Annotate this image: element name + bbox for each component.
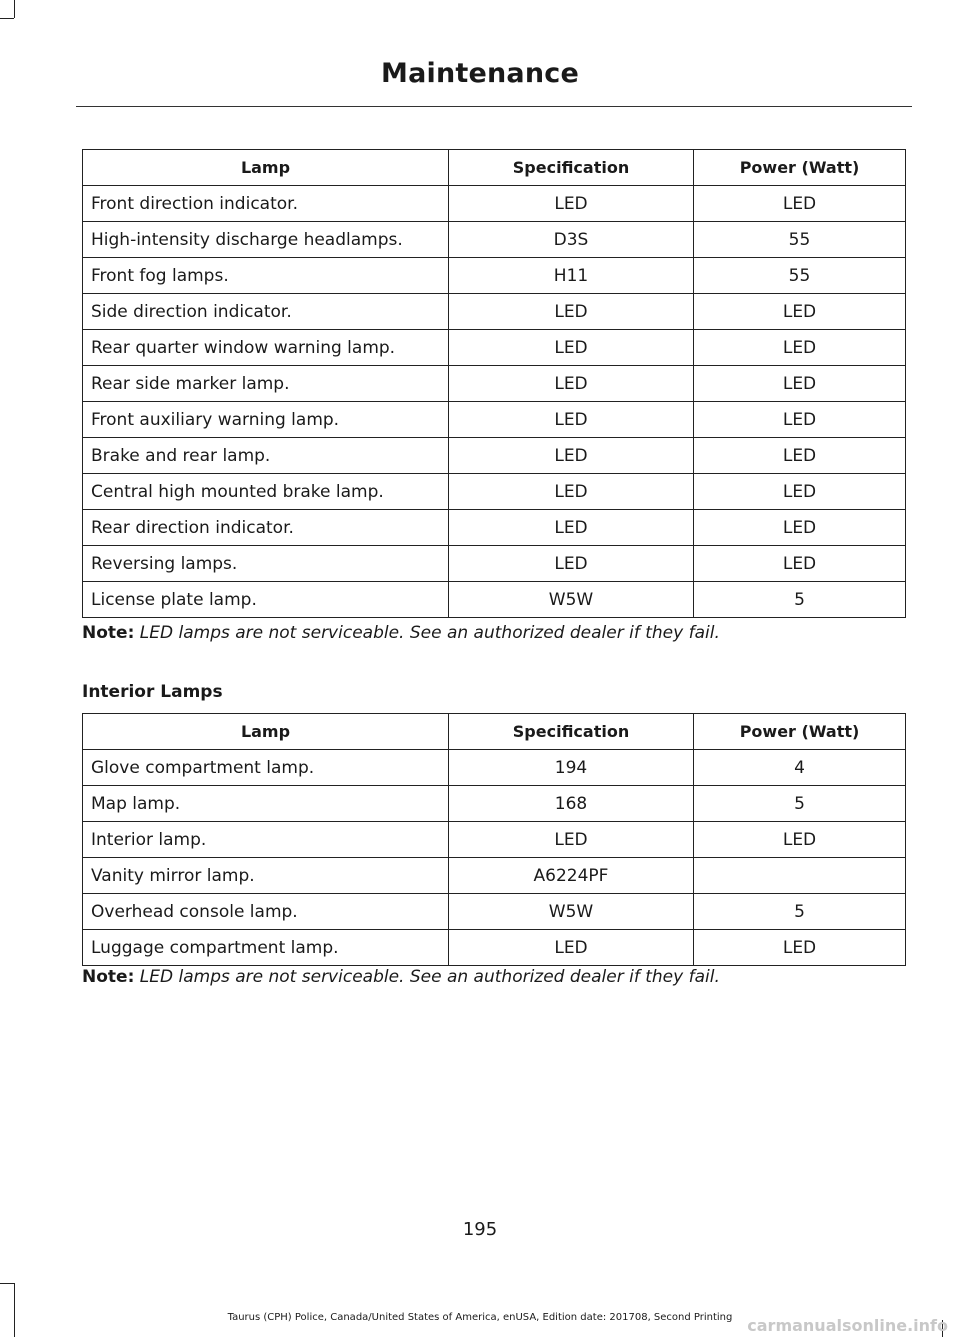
lamp-cell: Reversing lamps. — [83, 546, 449, 582]
table-row — [83, 366, 906, 402]
power-cell: LED — [694, 186, 906, 222]
crop-mark-bottom-left — [14, 1283, 15, 1337]
lamp-cell: Rear direction indicator. — [83, 510, 449, 546]
table-row — [83, 858, 906, 894]
specification-cell: LED — [449, 294, 694, 330]
lamp-cell: Side direction indicator. — [83, 294, 449, 330]
power-cell: LED — [694, 438, 906, 474]
page-number: 195 — [462, 1219, 498, 1240]
table-row — [83, 930, 906, 966]
power-cell: 5 — [694, 582, 906, 618]
table-row — [83, 510, 906, 546]
power-cell: LED — [694, 474, 906, 510]
specification-cell: 168 — [449, 786, 694, 822]
column-header-lamp: Lamp — [83, 150, 449, 186]
specification-cell: W5W — [449, 894, 694, 930]
exterior-lamps-table — [82, 149, 906, 618]
table-row — [83, 222, 906, 258]
page-footer: Taurus (CPH) Police, Canada/United States of America, enUSA, Edition date: 201708, Second Printing — [227, 1312, 733, 1323]
table-row — [83, 438, 906, 474]
power-cell — [694, 858, 906, 894]
lamp-cell: Glove compartment lamp. — [83, 750, 449, 786]
section-heading-interior: Interior Lamps — [82, 682, 223, 702]
crop-mark-top-left-h — [0, 18, 14, 19]
specification-cell: A6224PF — [449, 858, 694, 894]
table-row — [83, 474, 906, 510]
table-header-row — [83, 150, 906, 186]
table-row — [83, 294, 906, 330]
power-cell: LED — [694, 822, 906, 858]
lamp-cell: License plate lamp. — [83, 582, 449, 618]
table-row — [83, 546, 906, 582]
column-header-power: Power (Watt) — [694, 714, 906, 750]
specification-cell: LED — [449, 402, 694, 438]
power-cell: 4 — [694, 750, 906, 786]
specification-cell: LED — [449, 474, 694, 510]
lamp-cell: Front fog lamps. — [83, 258, 449, 294]
note-text: LED lamps are not serviceable. See an authorized dealer if they fail. — [139, 623, 720, 643]
specification-cell: LED — [449, 186, 694, 222]
table-header-row — [83, 714, 906, 750]
lamp-cell: Overhead console lamp. — [83, 894, 449, 930]
power-cell: 55 — [694, 258, 906, 294]
power-cell: 5 — [694, 894, 906, 930]
interior-note — [82, 967, 720, 987]
table-row — [83, 330, 906, 366]
power-cell: LED — [694, 294, 906, 330]
column-header-specification: Specification — [449, 150, 694, 186]
specification-cell: LED — [449, 822, 694, 858]
specification-cell: H11 — [449, 258, 694, 294]
lamp-cell: Rear side marker lamp. — [83, 366, 449, 402]
table-row — [83, 786, 906, 822]
note-text: LED lamps are not serviceable. See an authorized dealer if they fail. — [139, 967, 720, 987]
table-row — [83, 186, 906, 222]
lamp-cell: Front auxiliary warning lamp. — [83, 402, 449, 438]
specification-cell: LED — [449, 330, 694, 366]
power-cell: LED — [694, 510, 906, 546]
power-cell: LED — [694, 330, 906, 366]
specification-cell: LED — [449, 510, 694, 546]
crop-mark-bottom-left-h — [0, 1283, 14, 1284]
power-cell: LED — [694, 402, 906, 438]
lamp-cell: Central high mounted brake lamp. — [83, 474, 449, 510]
specification-cell: W5W — [449, 582, 694, 618]
table-row — [83, 402, 906, 438]
column-header-lamp: Lamp — [83, 714, 449, 750]
table-row — [83, 750, 906, 786]
lamp-cell: Vanity mirror lamp. — [83, 858, 449, 894]
table-row — [83, 582, 906, 618]
specification-cell: LED — [449, 366, 694, 402]
specification-cell: 194 — [449, 750, 694, 786]
table-row — [83, 822, 906, 858]
lamp-cell: Front direction indicator. — [83, 186, 449, 222]
column-header-power: Power (Watt) — [694, 150, 906, 186]
power-cell: LED — [694, 930, 906, 966]
power-cell: 5 — [694, 786, 906, 822]
specification-cell: D3S — [449, 222, 694, 258]
power-cell: 55 — [694, 222, 906, 258]
specification-cell: LED — [449, 438, 694, 474]
exterior-note — [82, 623, 720, 643]
lamp-cell: Map lamp. — [83, 786, 449, 822]
interior-lamps-table — [82, 713, 906, 966]
power-cell: LED — [694, 366, 906, 402]
title-divider — [76, 106, 912, 107]
lamp-cell: Luggage compartment lamp. — [83, 930, 449, 966]
crop-mark-top-left — [14, 0, 15, 18]
lamp-cell: High-intensity discharge headlamps. — [83, 222, 449, 258]
lamp-cell: Interior lamp. — [83, 822, 449, 858]
lamp-cell: Rear quarter window warning lamp. — [83, 330, 449, 366]
specification-cell: LED — [449, 546, 694, 582]
note-label: Note: — [82, 967, 135, 987]
page-title: Maintenance — [381, 58, 579, 89]
power-cell: LED — [694, 546, 906, 582]
lamp-cell: Brake and rear lamp. — [83, 438, 449, 474]
note-label: Note: — [82, 623, 135, 643]
column-header-specification: Specification — [449, 714, 694, 750]
specification-cell: LED — [449, 930, 694, 966]
table-row — [83, 894, 906, 930]
watermark: carmanualsonline.info — [747, 1316, 948, 1335]
table-row — [83, 258, 906, 294]
